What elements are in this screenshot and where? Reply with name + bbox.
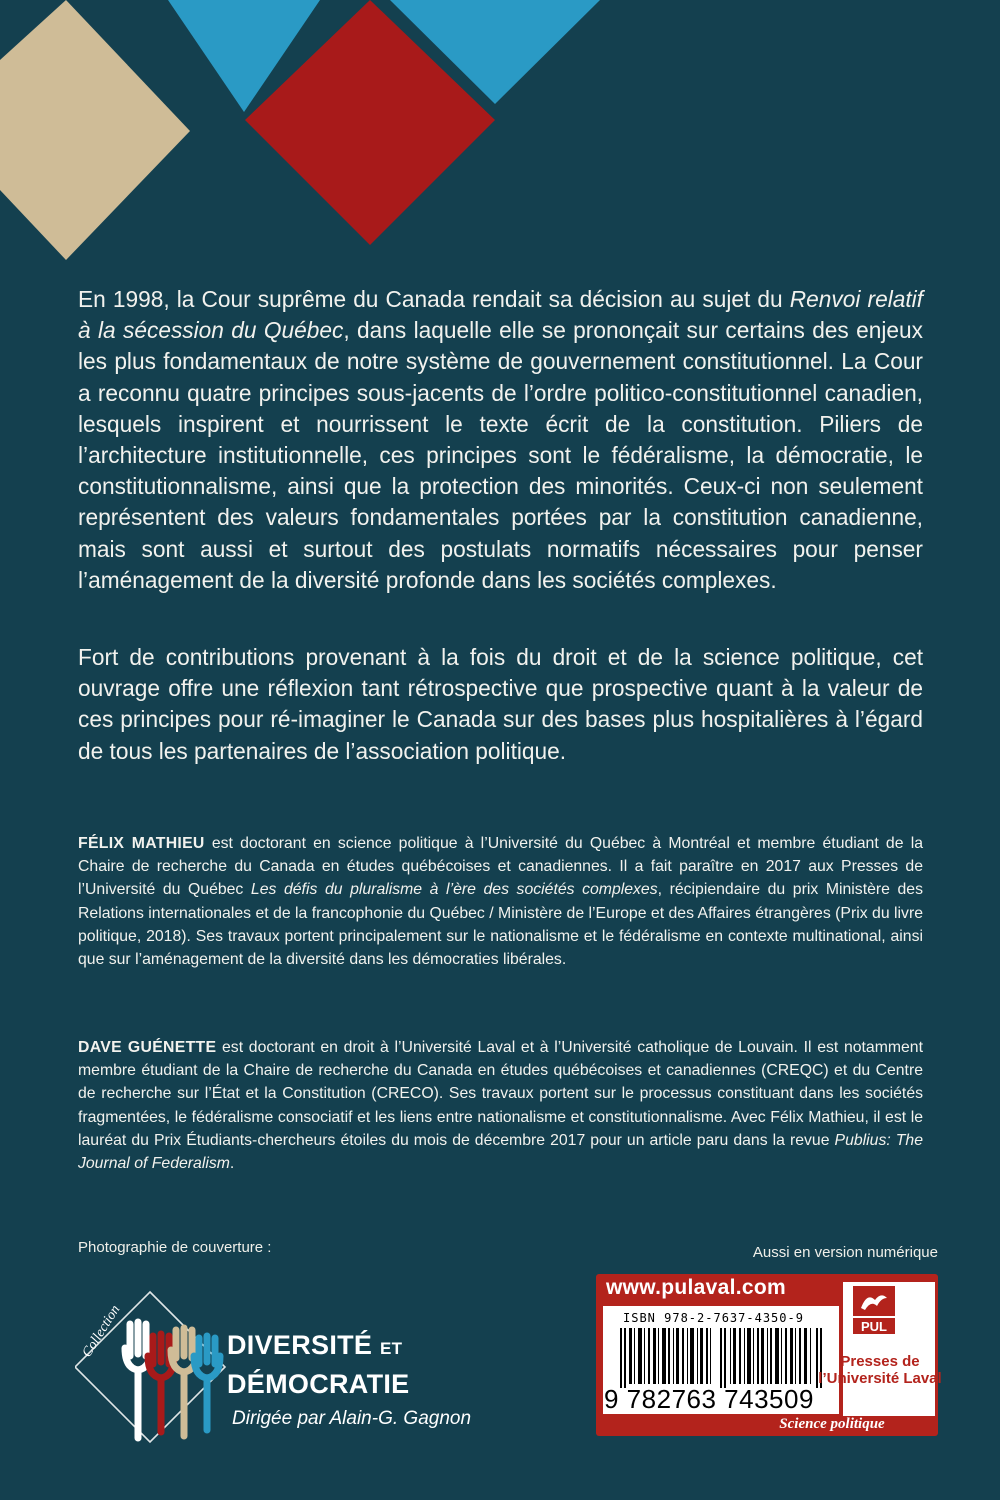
author-bio-mathieu: FÉLIX MATHIEU est doctorant en science politique à l’Université du Québec à Montréal et membre étudiant de la Chaire de recherche du Canada en études québécoises et canadiennes. Il a fait paraître en 2017 aux Presses de l’Université du Québec Les défis du pluralisme à l’ère des sociétés complexes, récipiendaire du prix Ministère des Relations internationales et de la francophonie du Québec / Ministère de l’Europe et des Affaires étrangères (Prix du livre politique, 2018). Ses travaux portent principalement sur le nationalisme et le fédéralisme en contexte multinational, ainsi que sur l’aménagement de la diversité dans les démocraties libérales. (78, 835, 923, 969)
pul-logo-icon (853, 1286, 895, 1334)
digital-version-note: Aussi en version numérique (752, 1244, 938, 1261)
collection-title-line2: DÉMOCRATIE (227, 1369, 410, 1399)
isbn-text: ISBN 978-2-7637-4350-9 (623, 1311, 804, 1325)
collection-title-line1: DIVERSITÉ ET (227, 1330, 403, 1360)
collection-word: Collection (79, 1302, 124, 1361)
tan-diamond (0, 0, 190, 260)
summary-paragraph-2: Fort de contributions provenant à la fois du droit et de la science politique, cet ouvrage offre une réflexion tant rétrospective que prospective quant à la valeur de ces principes pour ré-imaginer le Canada sur des bases plus hospitalières à l’égard de tous les partenaires de l’association politique. (78, 644, 923, 764)
pul-logo-text: PUL (861, 1319, 887, 1334)
summary-paragraph-1: En 1998, la Cour suprême du Canada rendait sa décision au sujet du Renvoi relatif à la sécession du Québec, dans laquelle elle se prononçait sur certains des enjeux les plus fondamentaux de notre système de gouvernement constitutionnel. La Cour a reconnu quatre principes sous-jacents de l’ordre politico-constitutionnel canadien, lesquels inspirent et nourrissent le texte écrit de la constitution. Piliers de l’architecture institutionnelle, ces principes sont le fédéralisme, la démocratie, le constitutionnalisme, ainsi que la protection des minorités. Ceux-ci non seulement représentent des valeurs fondamentales portées par la constitution canadienne, mais sont aussi et surtout des postulats normatifs nécessaires pour penser l’aménagement de la diversité profonde dans les sociétés complexes. (78, 286, 923, 593)
barcode-digits: 9 782763 743509 (604, 1384, 814, 1414)
photo-credit: Photographie de couverture : (78, 1239, 272, 1256)
barcode-icon (620, 1328, 830, 1388)
subject-label: Science politique (779, 1416, 885, 1432)
collection-director: Dirigée par Alain-G. Gagnon (232, 1408, 472, 1429)
author-bio-guenette: DAVE GUÉNETTE est doctorant en droit à l’Université Laval et à l’Université catholique de Louvain. Il est notamment membre étudiant de la Chaire de recherche du Canada en études québécoises et canadiennes (CREQC) et du Centre de recherche sur l’État et la Constitution (CRECO). Ses travaux portent sur le processus constituant dans les sociétés fragmentées, le fédéralisme consociatif et les liens entre nationalisme et constitutionnalisme. Avec Félix Mathieu, il est le lauréat du Prix Étudiants-chercheurs étoiles du mois de décembre 2017 pour un article paru dans la revue Publius: The Journal of Federalism. (78, 1039, 924, 1173)
decorative-diamonds (0, 0, 1000, 270)
publisher-name: Presses de l’Université Laval (818, 1353, 942, 1387)
publisher-url: www.pulaval.com (606, 1276, 786, 1299)
